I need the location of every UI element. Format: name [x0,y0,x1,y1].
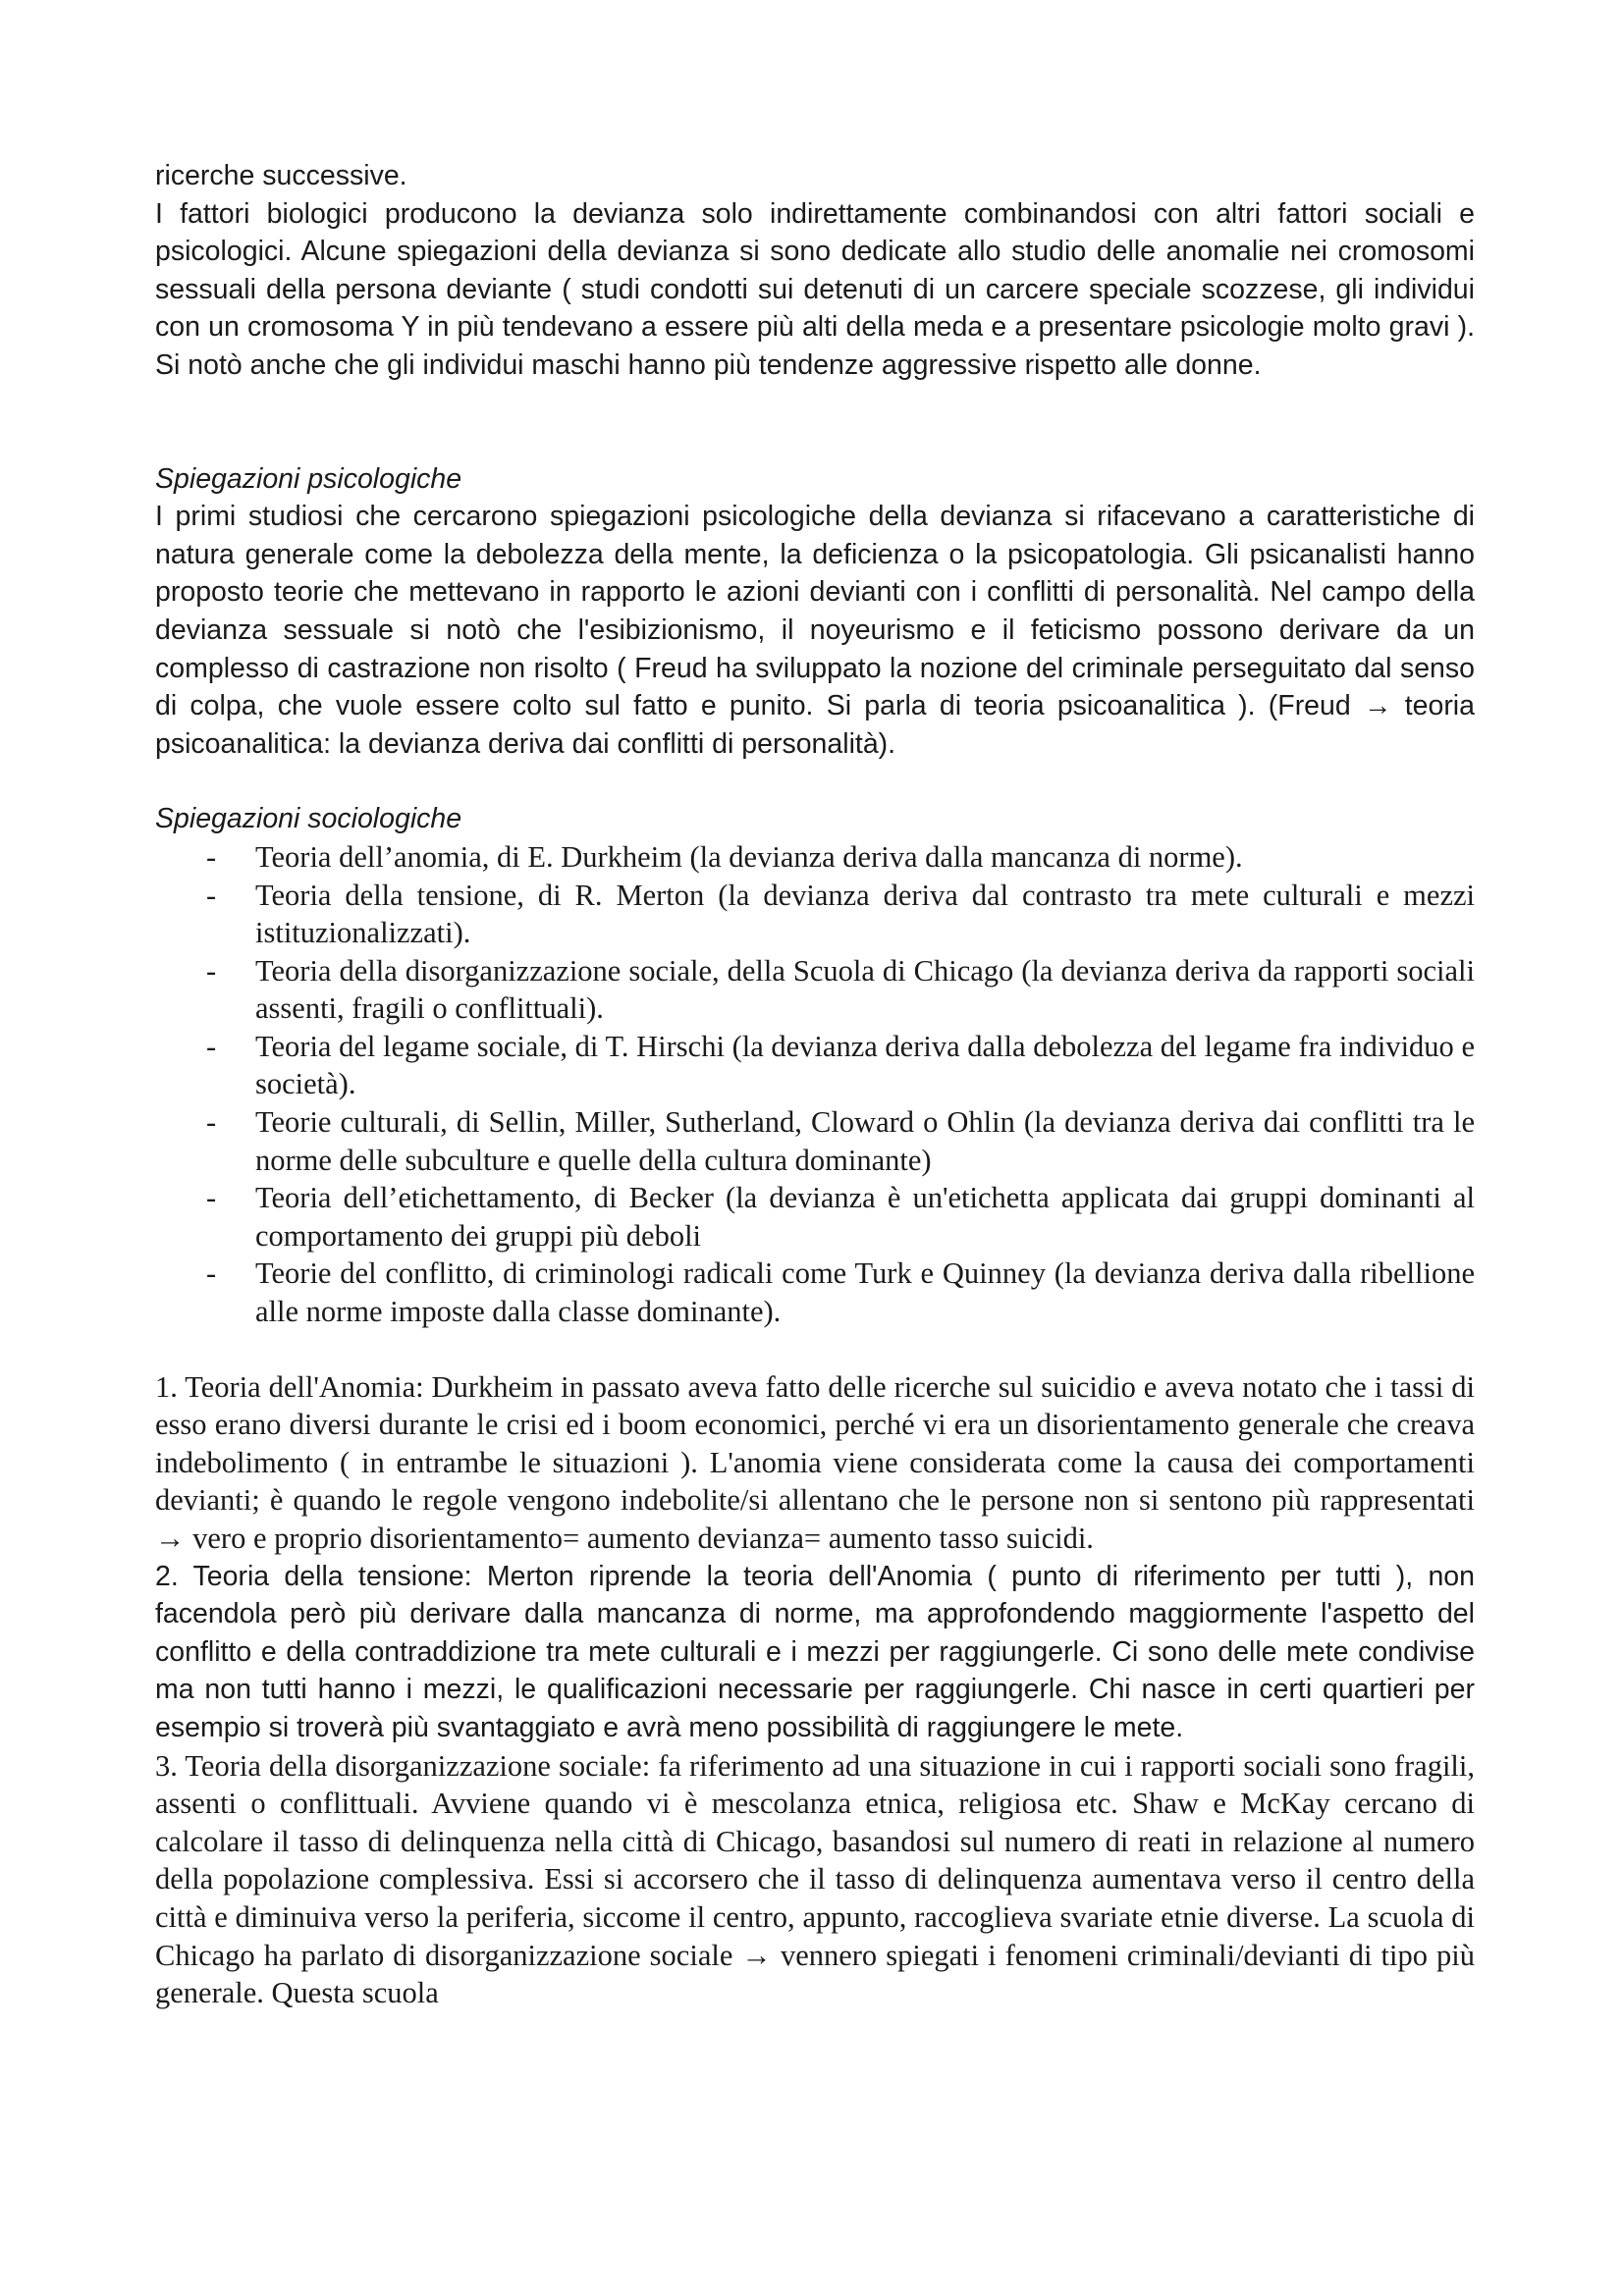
list-item-text: Teoria del legame sociale, di T. Hirschi (la devianza deriva dalla debolezza del legame fra individuo e società). [255,1029,1475,1101]
list-item [155,952,1475,1028]
list-item [155,877,1475,952]
tensione-paragraph: 2. Teoria della tensione: Merton riprende la teoria dell'Anomia ( punto di riferimento per tutti ), non facendola però più derivare dalla mancanza di norme, ma approfondendo maggiormente l'aspetto del conflitto e della contraddizione tra mete culturali e i mezzi per raggiungerle. Ci sono delle mete condivise ma non tutti hanno i mezzi, le qualificazioni necessarie per raggiungerle. Chi nasce in certi quartieri per esempio si troverà più svantaggiato e avrà meno possibilità di raggiungere le mete. [155,1560,1475,1743]
list-item [155,1103,1475,1179]
spacer [155,385,1475,460]
heading-sociological: Spiegazioni sociologiche [155,803,462,835]
spacer [155,1331,1475,1368]
disorganizzazione-paragraph: 3. Teoria della disorganizzazione sociale: fa riferimento ad una situazione in cui i rapporti sociali sono fragili, assenti o conflittuali. Avviene quando vi è mescolanza etnica, religiosa etc. Shaw e McKay cercano di calcolare il tasso di delinquenza nella città di Chicago, basandosi sul numero di reati in relazione al numero della popolazione complessiva. Essi si accorsero che il tasso di delinquenza aumentava verso il centro della città e diminuiva verso la periferia, siccome il centro, appunto, raccoglieva svariate etnie diverse. La scuola di Chicago ha parlato di disorganizzazione sociale → vennero spiegati i fenomeni criminali/devianti di tipo più generale. Questa scuola [155,1748,1475,2010]
dash-bullet: - [206,878,217,912]
dash-bullet: - [206,1029,217,1063]
list-item-text: Teoria dell’anomia, di E. Durkheim (la devianza deriva dalla mancanza di norme). [255,839,1243,874]
anomia-paragraph: 1. Teoria dell'Anomia: Durkheim in passato aveva fatto delle ricerche sul suicidio e aveva notato che i tassi di esso erano diversi durante le crisi ed i boom economici, perché vi era un disorientamento generale che creava indebolimento ( in entrambe le situazioni ). L'anomia viene considerata come la causa dei comportamenti devianti; è quando le regole vengono indebolite/si allentano che le persone non si sentono più rappresentati → vero e proprio disorientamento= aumento devianza= aumento tasso suicidi. [155,1369,1475,1555]
spacer [155,763,1475,800]
page-content [155,157,1475,2012]
list-item [155,1179,1475,1255]
dash-bullet: - [206,953,217,988]
list-item-text: Teorie del conflitto, di criminologi radicali come Turk e Quinney (la devianza deriva dalla ribellione alle norme imposte dalla classe dominante). [255,1256,1475,1329]
list-item-text: Teoria dell’etichettamento, di Becker (la devianza è un'etichetta applicata dai gruppi dominanti al comportamento dei gruppi più deboli [255,1181,1475,1253]
intro-continuation: ricerche successive. [155,160,407,191]
dash-bullet: - [206,839,217,874]
list-item-text: Teorie culturali, di Sellin, Miller, Sutherland, Cloward o Ohlin (la devianza deriva dai conflitti tra le norme delle subculture e quelle della cultura dominante) [255,1105,1475,1177]
intro-paragraph: I fattori biologici producono la devianza solo indirettamente combinandosi con altri fattori sociali e psicologici. Alcune spiegazioni della devianza si sono dedicate allo studio delle anomalie nei cromosomi sessuali della persona deviante ( studi condotti sui detenuti di un carcere speciale scozzese, gli individui con un cromosoma Y in più tendevano a essere più alti della meda e a presentare psicologie molto gravi ). Si notò anche che gli individui maschi hanno più tendenze aggressive rispetto alle donne. [155,197,1475,381]
dash-bullet: - [206,1181,217,1215]
heading-psychological: Spiegazioni psicologiche [155,462,462,495]
list-item-text: Teoria della tensione, di R. Merton (la devianza deriva dal contrasto tra mete culturali e mezzi istituzionalizzati). [255,878,1475,950]
list-item-text: Teoria della disorganizzazione sociale, della Scuola di Chicago (la devianza deriva da rapporti sociali assenti, fragili o conflittuali). [255,953,1475,1026]
dash-bullet: - [206,1105,217,1140]
sociological-theories-list [155,838,1475,1331]
psychological-paragraph: I primi studiosi che cercarono spiegazioni psicologiche della devianza si rifacevano a caratteristiche di natura generale come la debolezza della mente, la deficienza o la psicopatologia. Gli psicanalisti hanno proposto teorie che mettevano in rapporto le azioni devianti con i conflitti di personalità. Nel campo della devianza sessuale si notò che l'esibizionismo, il noyeurismo e il feticismo possono derivare da un complesso di castrazione non risolto ( Freud ha sviluppato la nozione del criminale perseguitato dal senso di colpa, che vuole essere colto sul fatto e punito. Si parla di teoria psicoanalitica ). (Freud → teoria psicoanalitica: la devianza deriva dai conflitti di personalità). [155,501,1475,760]
dash-bullet: - [206,1256,217,1291]
list-item [155,1028,1475,1103]
list-item [155,838,1475,877]
list-item [155,1255,1475,1330]
